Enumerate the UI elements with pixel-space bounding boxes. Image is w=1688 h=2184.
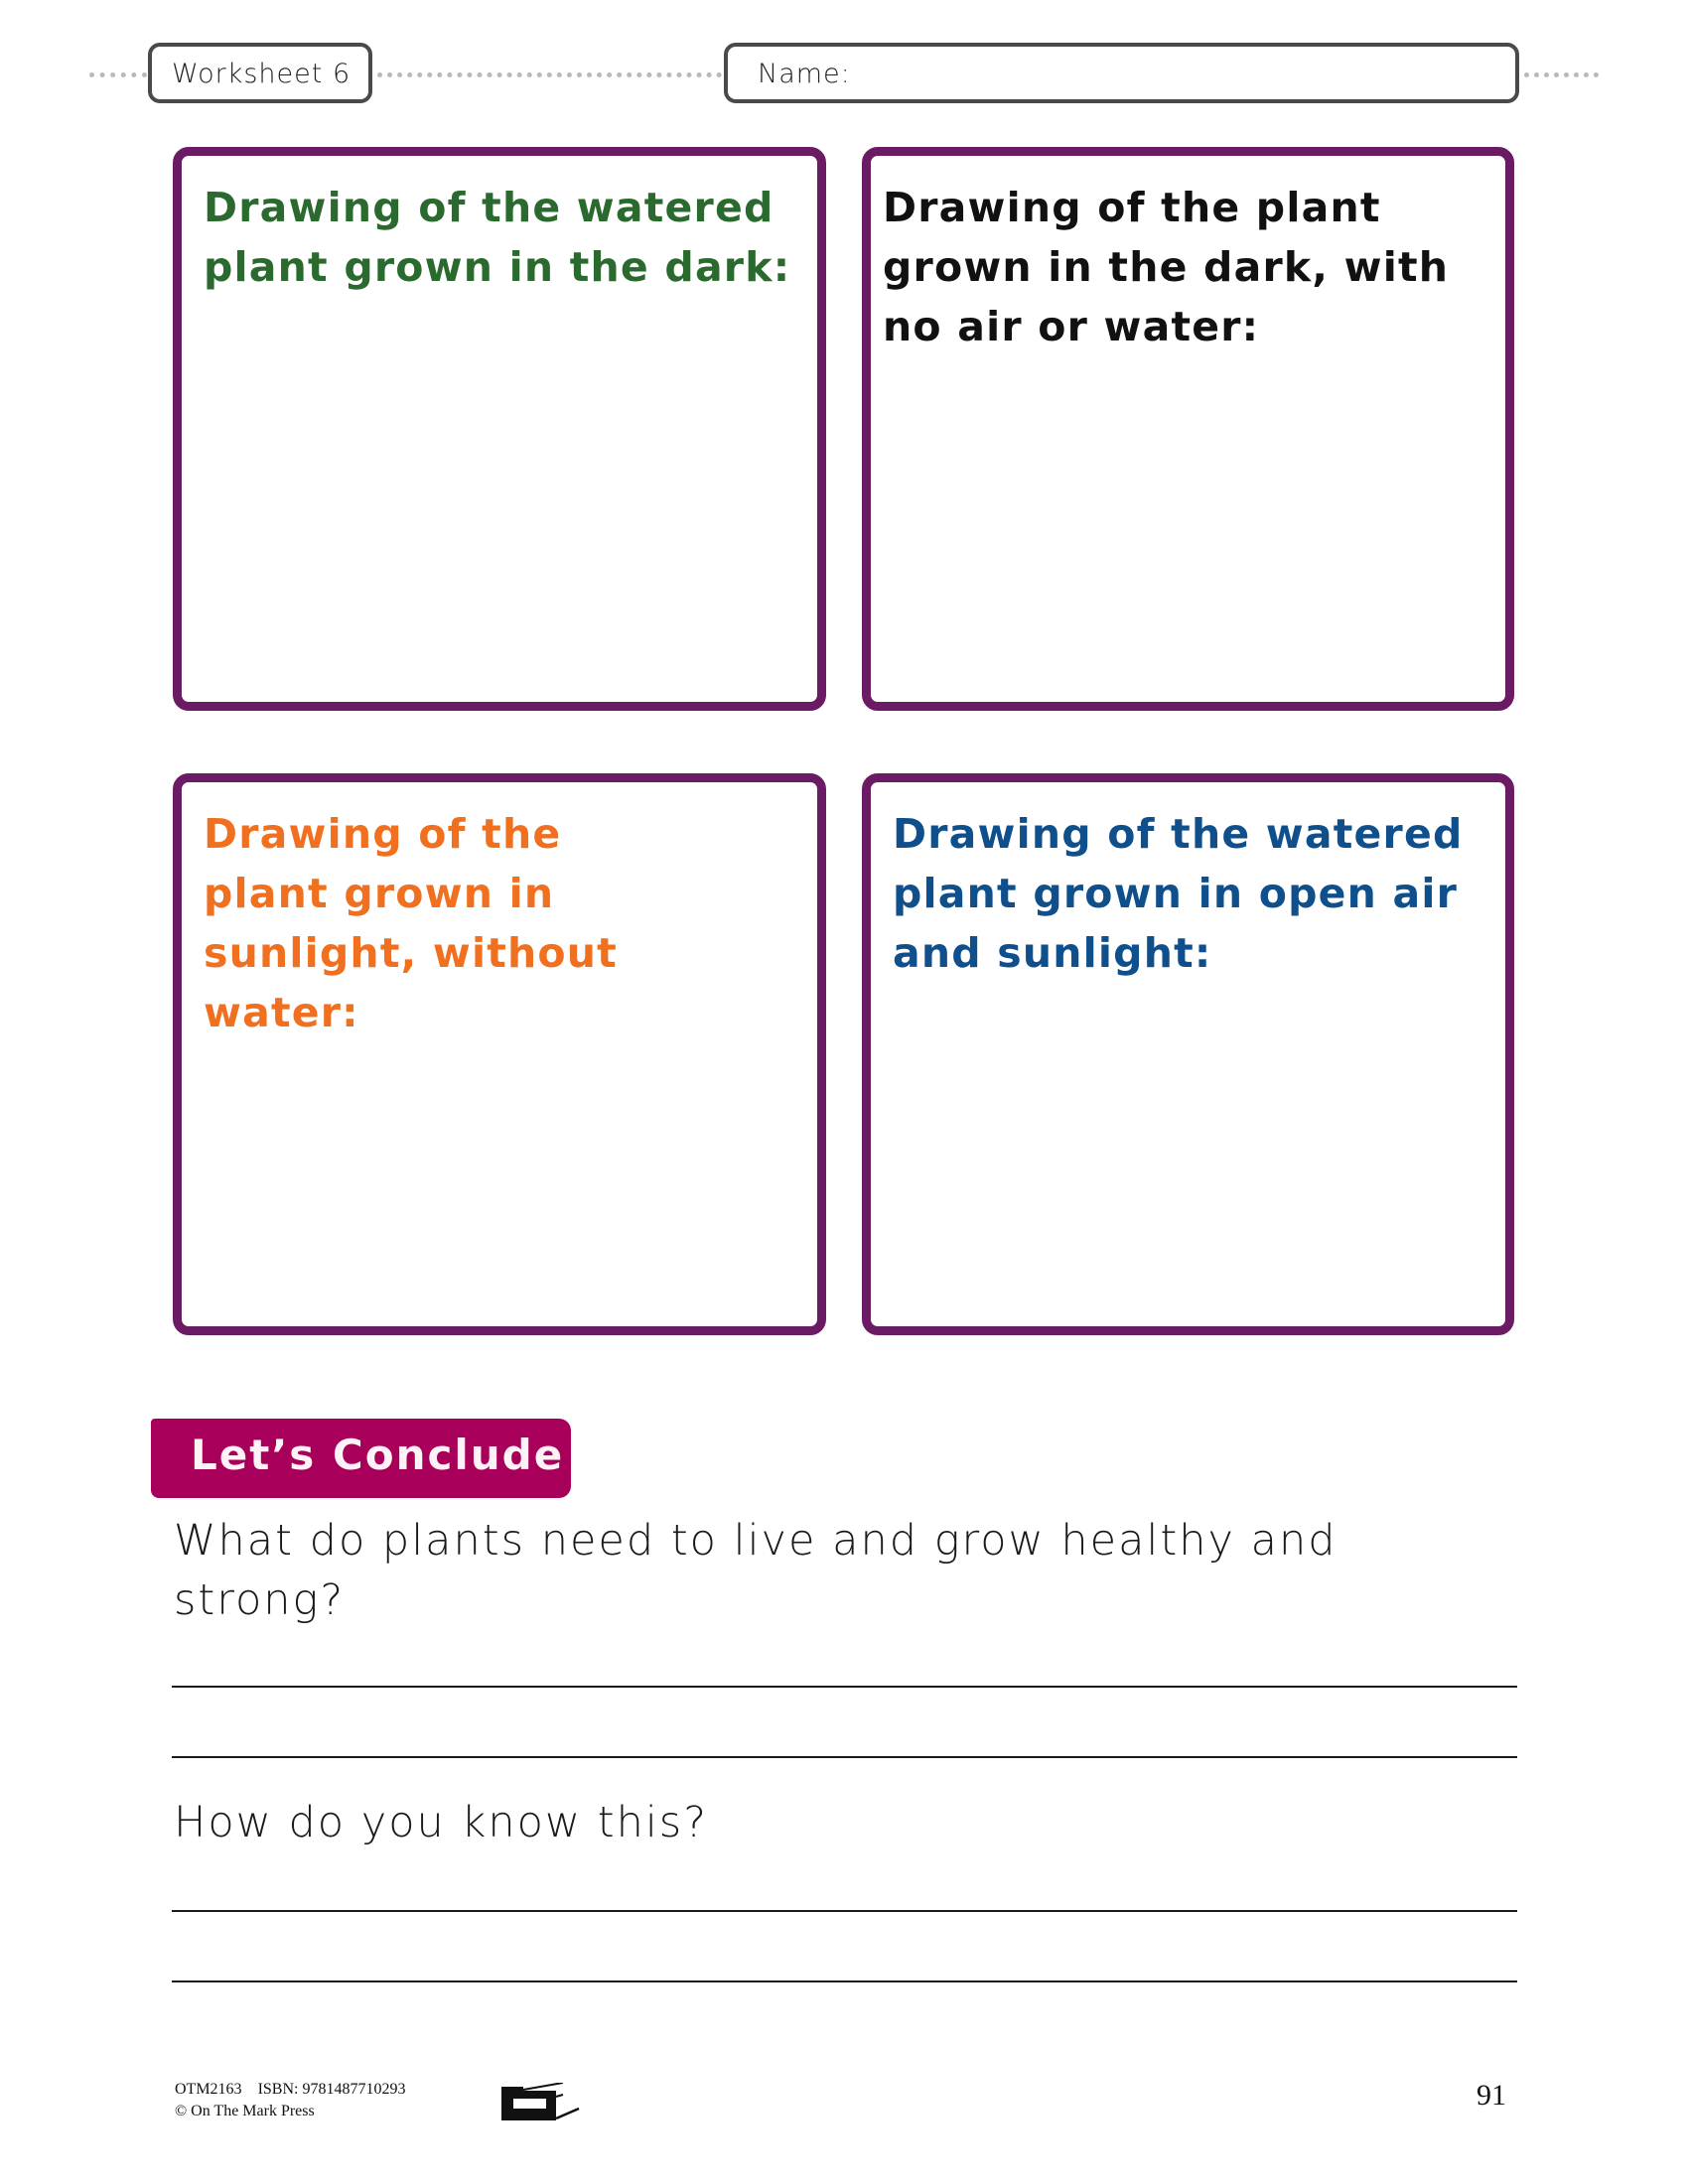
panel-title: Drawing of the watered plant grown in the dark: (204, 184, 791, 291)
answer-line-2a[interactable] (172, 1910, 1517, 1912)
drawing-panel-watered-open-air-sunlight[interactable] (862, 773, 1514, 1335)
footer-publisher-info (175, 2079, 405, 2122)
page-number: 91 (1477, 2079, 1506, 2112)
drawing-panel-sunlight-no-water[interactable] (173, 773, 826, 1335)
panel-title: Drawing of the plant grown in sunlight, without water: (204, 810, 618, 1036)
badge-label: Let’s Conclude (191, 1431, 565, 1479)
panel-title: Drawing of the plant grown in the dark, with no air or water: (883, 184, 1450, 350)
copyright: © On The Mark Press (175, 2103, 315, 2119)
panel-title: Drawing of the watered plant grown in open air and sunlight: (893, 810, 1464, 977)
name-field[interactable] (724, 43, 1519, 103)
drawing-panel-watered-dark[interactable] (173, 147, 826, 711)
lets-conclude-badge (151, 1419, 571, 1498)
answer-line-1b[interactable] (172, 1756, 1517, 1758)
isbn: ISBN: 9781487710293 (257, 2081, 406, 2098)
header-dots-right (1524, 72, 1599, 77)
drawing-panel-dark-no-air-water[interactable] (862, 147, 1514, 711)
photocopier-icon (501, 2083, 581, 2122)
answer-line-2b[interactable] (172, 1980, 1517, 1982)
header-dots-middle (377, 72, 722, 77)
product-code: OTM2163 (175, 2081, 242, 2098)
worksheet-label-box (148, 43, 372, 103)
name-label: Name: (758, 59, 851, 89)
header-dots-left (89, 72, 147, 77)
worksheet-label: Worksheet 6 (172, 59, 352, 89)
answer-line-1a[interactable] (172, 1686, 1517, 1688)
question-2: How do you know this? (174, 1798, 709, 1847)
question-1: What do plants need to live and grow healthy and strong? (174, 1516, 1337, 1625)
